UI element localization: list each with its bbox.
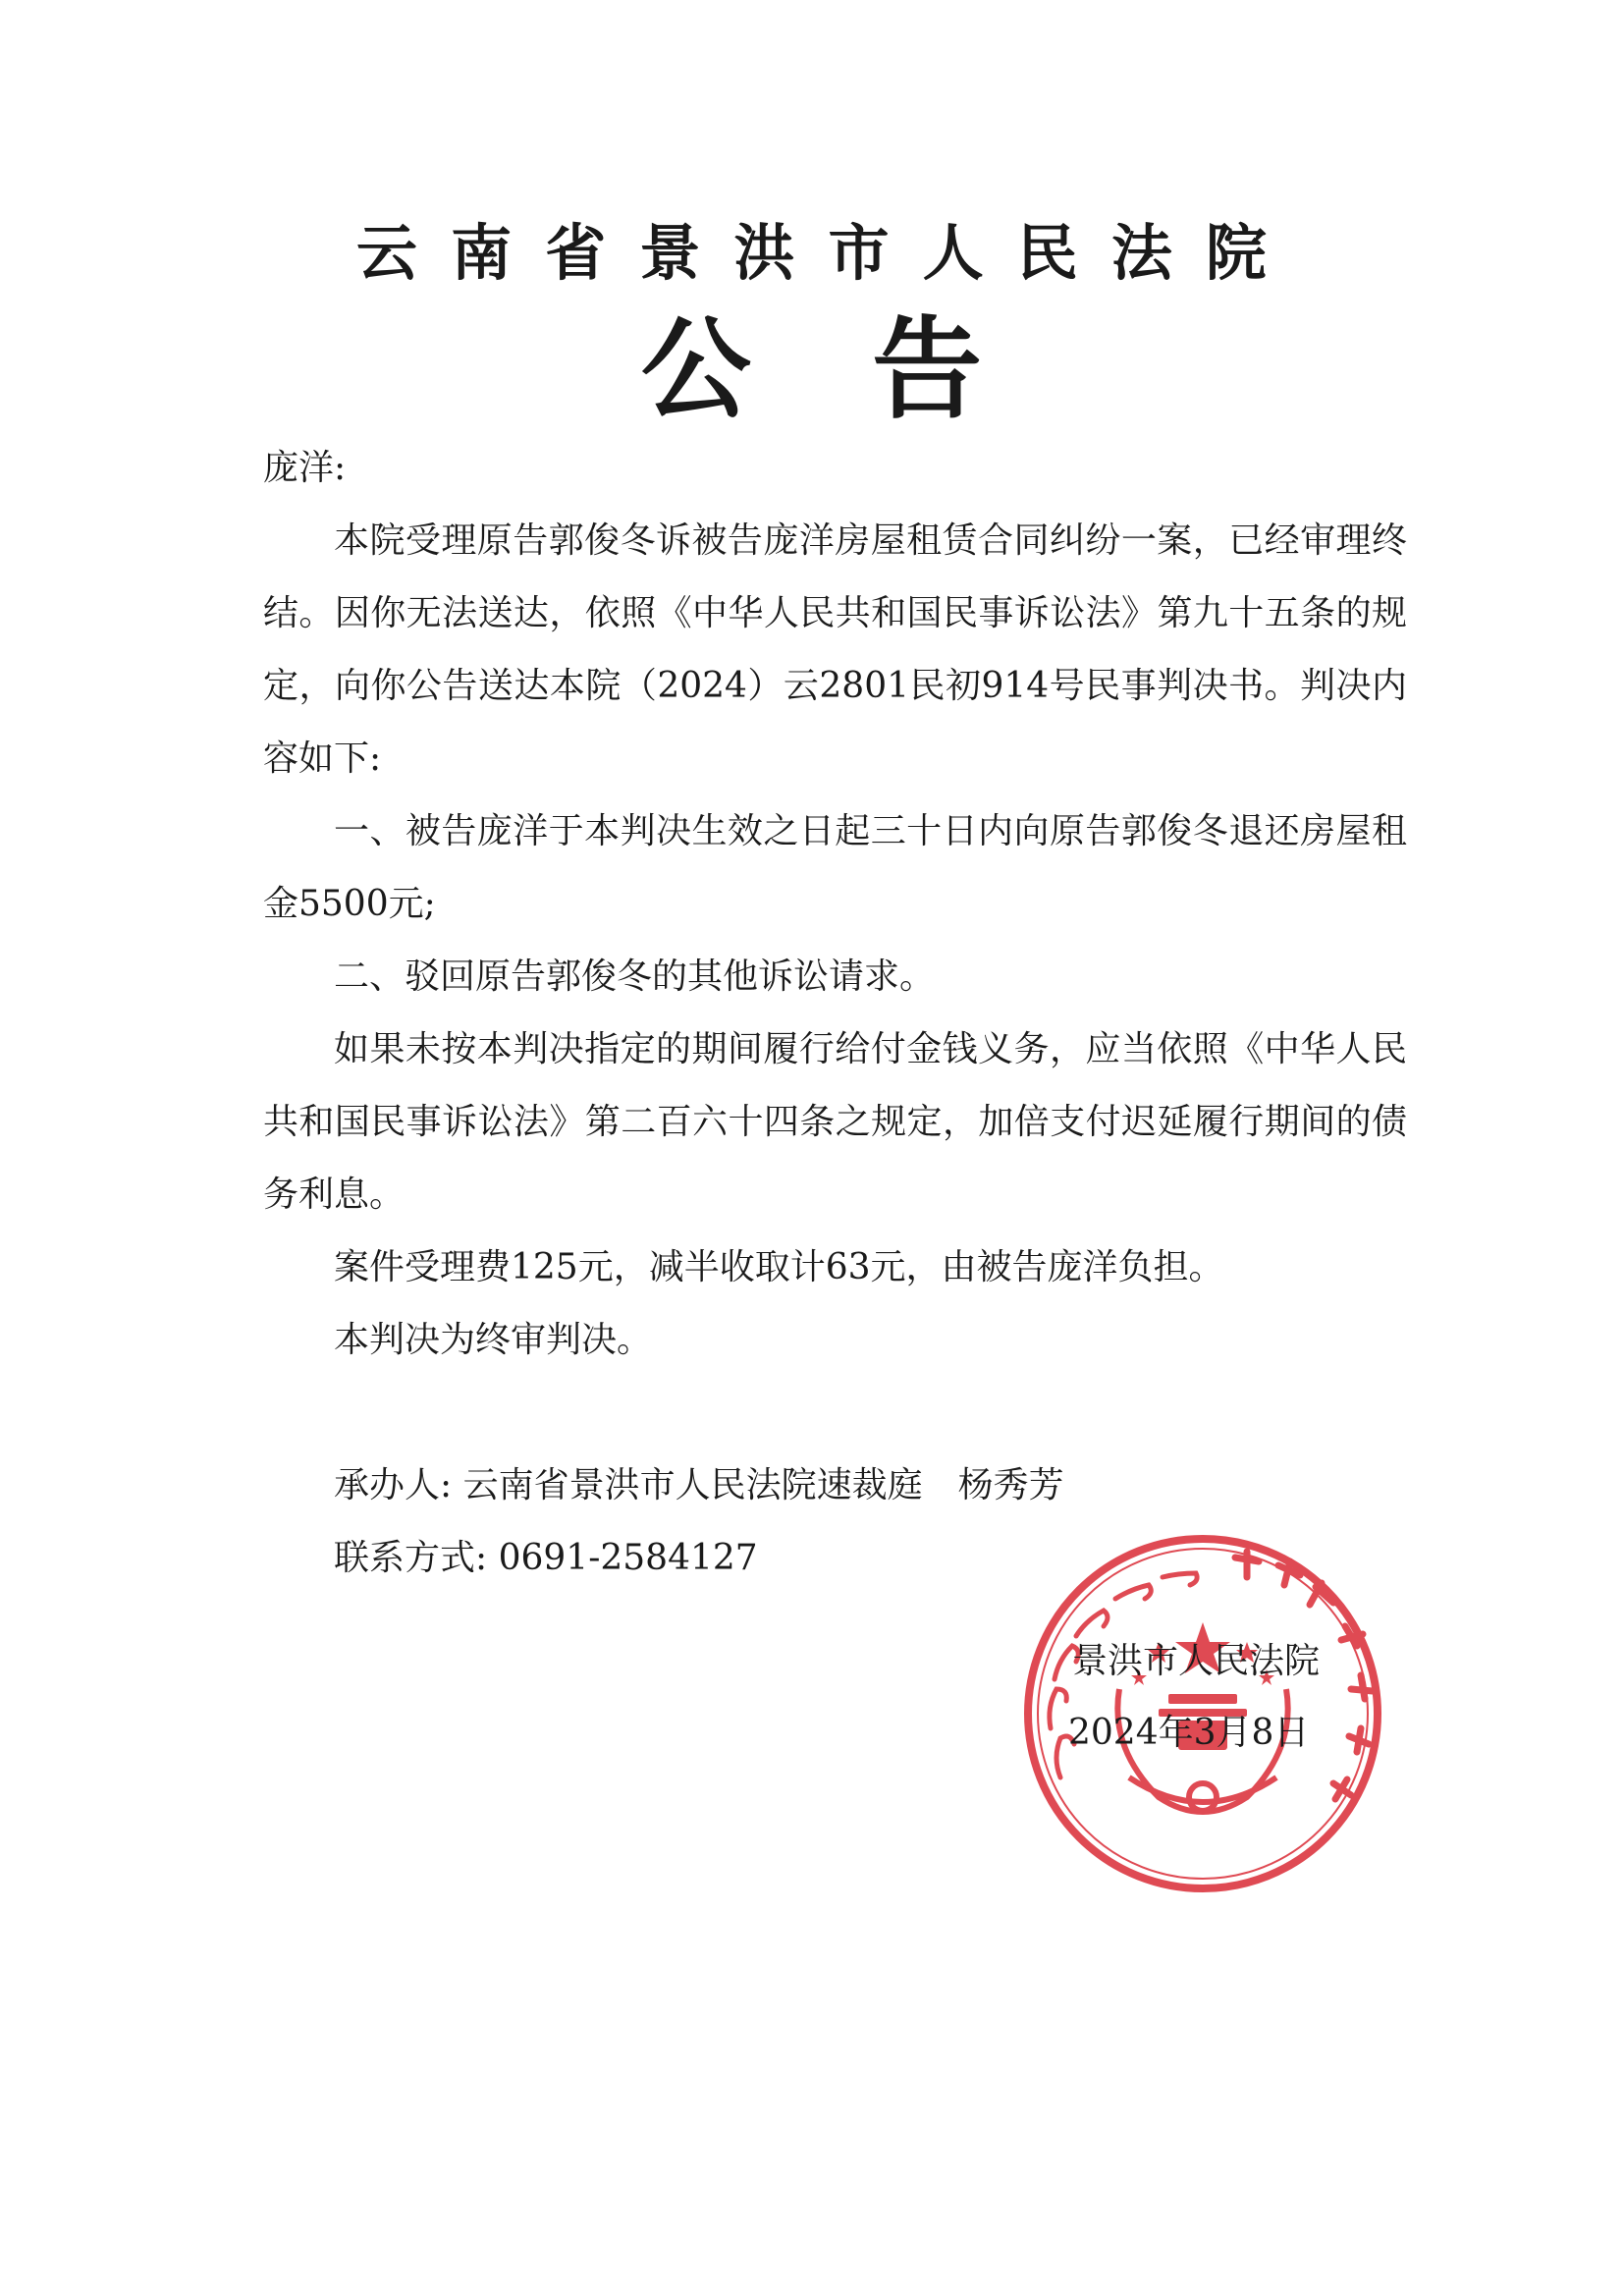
signature-date: 2024年3月8日: [1068, 1713, 1310, 1753]
paragraph-judgment-item-1: 一、被告庞洋于本判决生效之日起三十日内向原告郭俊冬退还房屋租金5500元;: [263, 811, 1407, 924]
contact-phone-line: 联系方式: 0691-2584127: [334, 1538, 758, 1578]
paragraph-final-judgment: 本判决为终审判决。: [334, 1320, 653, 1360]
paragraph-judgment-item-2: 二、驳回原告郭俊冬的其他诉讼请求。: [334, 957, 936, 997]
court-name-heading: 云南省景洪市人民法院: [356, 217, 1301, 289]
notice-body: [263, 432, 1407, 1595]
handler-line: 承办人: 云南省景洪市人民法院速裁庭 杨秀芳: [334, 1465, 1064, 1505]
notice-title: 公告: [640, 306, 1104, 434]
signature-court-name: 景洪市人民法院: [1072, 1641, 1321, 1681]
paragraph-late-interest: 如果未按本判决指定的期间履行给付金钱义务，应当依照《中华人民共和国民事诉讼法》第二百六十四条之规定，加倍支付迟延履行期间的债务利息。: [263, 1029, 1407, 1215]
addressee: 庞洋:: [263, 448, 347, 488]
spacer: [263, 1377, 1407, 1449]
paragraph-case-intro: 本院受理原告郭俊冬诉被告庞洋房屋租赁合同纠纷一案，已经审理终结。因你无法送达，依照《中华人民共和国民事诉讼法》第九十五条的规定，向你公告送达本院（2024）云2801民初914号民事判决书。判决内容如下:: [263, 520, 1407, 779]
paragraph-case-fee: 案件受理费125元，减半收取计63元，由被告庞洋负担。: [334, 1247, 1224, 1287]
